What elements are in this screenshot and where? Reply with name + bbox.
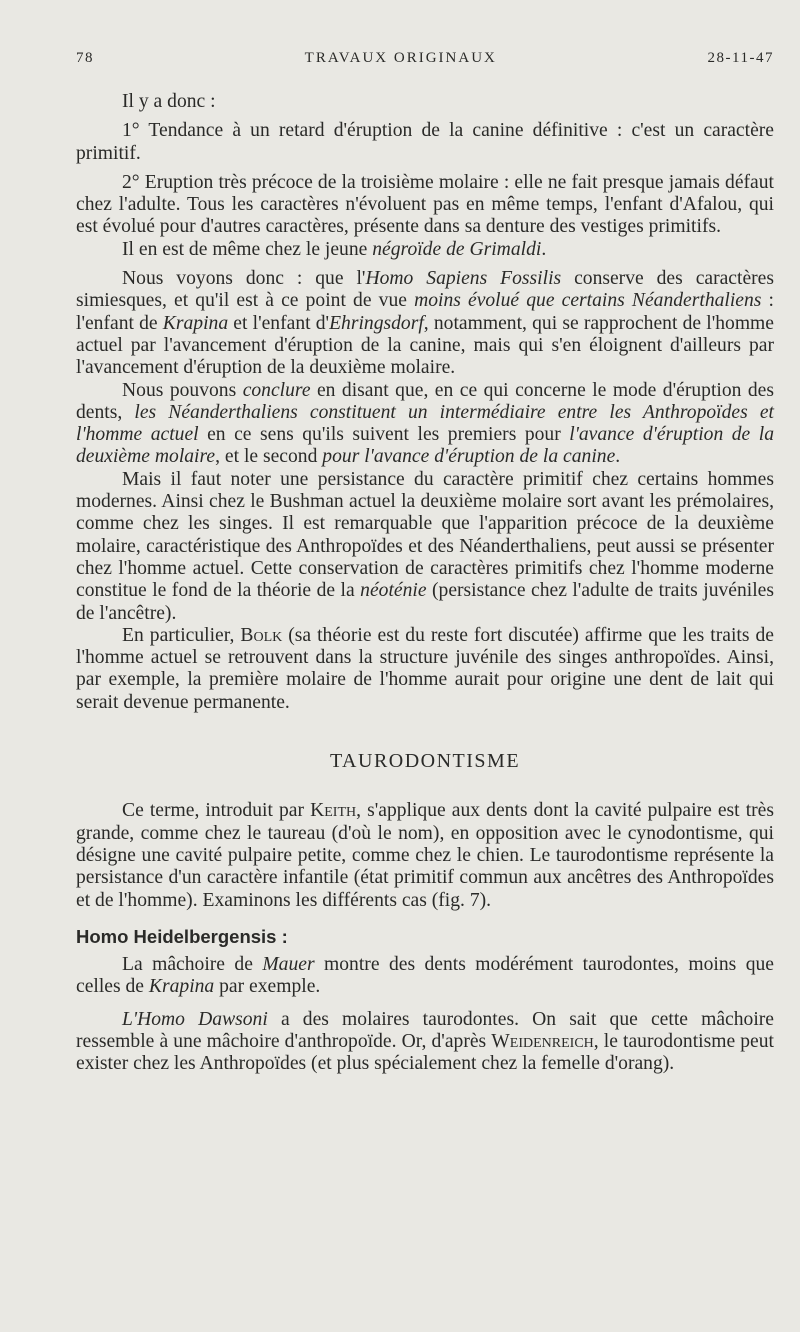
- italic-text: Krapina: [162, 312, 229, 334]
- italic-text: les Néanderthaliens constituent un intermédiaire entre les Anthropoïdes et l'homme actuel: [76, 401, 775, 446]
- text-run: montre des dents modérément taurodontes, moins que celles de: [76, 954, 774, 998]
- text-run: La mâchoire de: [122, 954, 263, 976]
- paragraph: [76, 1009, 774, 1076]
- paragraph: [76, 800, 774, 911]
- italic-text: conclure: [242, 379, 311, 401]
- text-run: (sa théorie est du reste fort discutée) affirme que les traits de l'homme actuel se retrouvent dans la structure juvénile des singes anthropoïdes. Ainsi, par exemple, la première molaire de l'homme aurait pour origine une dent de lait qui serait devenue permanente.: [76, 624, 774, 713]
- text-run: et l'enfant d': [228, 312, 330, 334]
- text-run: , s'applique aux dents dont la cavité pulpaire est très grande, comme chez le taureau (d'où le nom), en opposition avec le cynodontisme, qui désigne une cavité pulpaire petite, comme chez le chien. Le taurodontisme représente la persistance d'un caractère infantile (état primitif commun aux ancêtres des Anthropoïdes et de l'homme). Examinons les différents cas (fig. 7).: [76, 800, 774, 911]
- paragraph: 2° Eruption très précoce de la troisième molaire : elle ne fait presque jamais défaut chez l'adulte. Tous les caractères n'évoluent pas en même temps, l'enfant d'Afalou, qui est évolué pour d'autres caractères, présente dans sa denture des vestiges primitifs.: [76, 171, 774, 238]
- text-run: a des molaires taurodontes. On sait que cette mâchoire ressemble à une mâchoire d'anthropoïde. Or, d'après: [76, 1008, 774, 1052]
- page-number: 78: [76, 50, 94, 66]
- text-run: par exemple.: [214, 976, 321, 998]
- author-name: Keith: [310, 800, 357, 822]
- text-run: En particulier,: [122, 624, 241, 646]
- journal-title: TRAVAUX ORIGINAUX: [304, 50, 497, 66]
- italic-text: Mauer: [262, 954, 315, 976]
- italic-text: Homo Sapiens Fossilis: [365, 268, 562, 290]
- header-date: 28-11-47: [707, 50, 774, 66]
- italic-text: néoténie: [360, 580, 427, 602]
- author-name: Weidenreich: [491, 1030, 594, 1052]
- paragraph: [76, 954, 774, 999]
- running-header: [76, 50, 774, 67]
- italic-text: Ehringsdorf: [329, 312, 424, 334]
- text-run: Nous voyons donc : que l': [122, 268, 366, 290]
- text-run: .: [615, 446, 621, 468]
- text-run: , et le second: [215, 446, 323, 468]
- text-run: , notamment, qui se rapprochent de l'homme actuel par l'avancement d'éruption de la canine, mais qui s'en éloignent d'ailleurs par l'avancement d'éruption de la deuxième molaire.: [76, 312, 774, 379]
- italic-text: moins évolué que certains Néanderthaliens: [414, 290, 762, 312]
- subheading: Homo Heidelbergensis :: [76, 925, 288, 947]
- italic-text: l'avance d'éruption de la deuxième molaire: [76, 424, 774, 468]
- italic-text: négroïde de Grimaldi: [372, 238, 542, 260]
- italic-text: Krapina: [148, 976, 215, 998]
- text-run: Mais il faut noter une persistance du caractère primitif chez certains hommes modernes. Ainsi chez le Bushman actuel la deuxième molaire sort avant les prémolaires, comme chez les singes. Il est remarquable que l'apparition précoce de la deuxième molaire, caractéristique des Anthropoïdes et des Néanderthaliens, peut aussi se présenter chez l'homme actuel. Cette conservation de caractères primitifs chez l'homme moderne constitue le fond de la théorie de la: [76, 468, 774, 602]
- paragraph: 1° Tendance à un retard d'éruption de la canine définitive : c'est un caractère primitif.: [76, 120, 774, 164]
- section-title: TAURODONTISME: [329, 750, 521, 773]
- paragraph: [76, 380, 774, 469]
- text-run: Il en est de même chez le jeune: [122, 238, 373, 260]
- author-name: Bolk: [240, 624, 283, 646]
- paragraph: [76, 625, 774, 714]
- text-run: Ce terme, introduit par: [122, 800, 311, 822]
- text-run: en ce sens qu'ils suivent les premiers pour: [198, 424, 570, 446]
- italic-text: L'Homo Dawsoni: [122, 1008, 268, 1030]
- paragraph: [76, 469, 774, 625]
- text-run: Nous pouvons: [122, 379, 243, 401]
- text-run: , le taurodontisme peut exister chez les Anthropoïdes (et plus spécialement chez la femelle d'orang).: [76, 1030, 774, 1075]
- paragraph: [76, 268, 774, 379]
- paragraph: Il y a donc :: [122, 91, 216, 112]
- paragraph: [76, 239, 774, 261]
- body-text: [76, 91, 774, 1076]
- text-run: .: [541, 238, 547, 260]
- text-run: (persistance chez l'adulte de traits juvéniles de l'ancêtre).: [76, 580, 775, 624]
- text-run: conserve des caractères simiesques, et qu'il est à ce point de vue: [76, 268, 774, 312]
- italic-text: pour l'avance d'éruption de la canine: [322, 446, 616, 468]
- text-run: en disant que, en ce qui concerne le mode d'éruption des dents,: [76, 379, 774, 423]
- text-run: : l'enfant de: [76, 290, 775, 334]
